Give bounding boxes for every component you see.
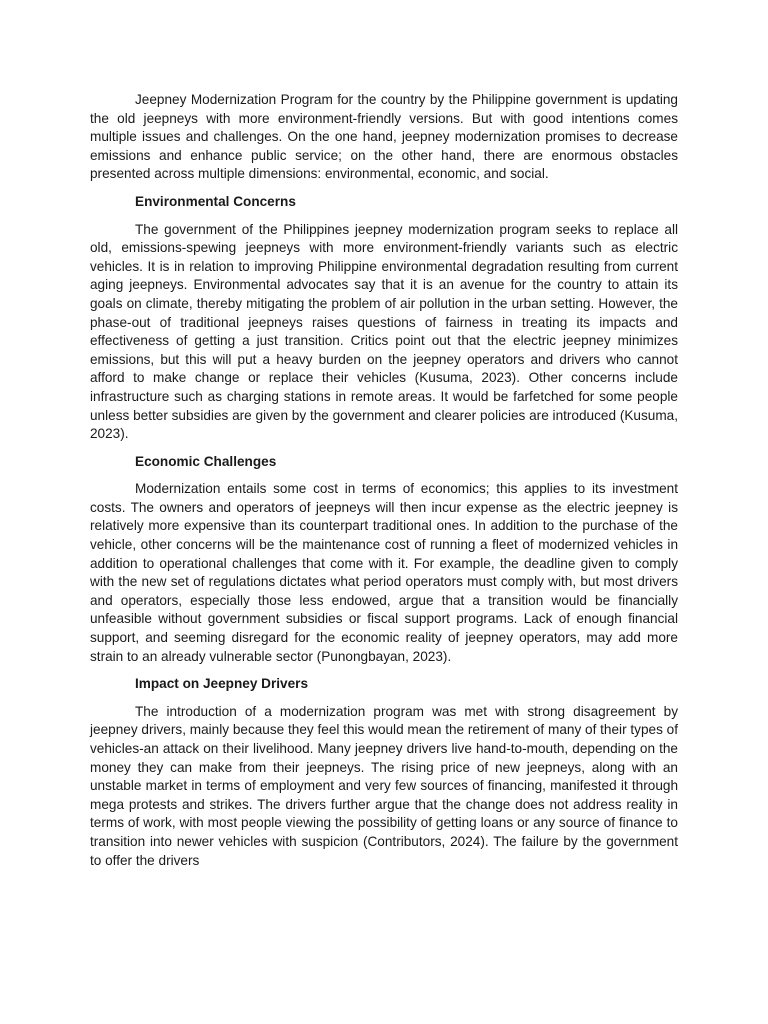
section-heading-drivers: Impact on Jeepney Drivers (135, 676, 309, 692)
section-heading-economic: Economic Challenges (135, 453, 277, 469)
economic-paragraph: Modernization entails some cost in terms of economics; this applies to its investment costs. The owners and operators of jeepneys will then incur expense as the electric jeepney is relatively more expensive than its counterpart traditional ones. In addition to the purchase of the vehicle, other concerns will be the maintenance cost of running a fleet of modernized vehicles in addition to operational challenges that come with it. For example, the deadline given to comply with the new set of regulations dictates what period operators must comply with, but most drivers and operators, especially those less endowed, argue that a transition would be financially unfeasible without government subsidies or fiscal support programs. Lack of enough financial support, and seeming disregard for the economic reality of jeepney operators, may add more strain to an already vulnerable sector (Punongbayan, 2023). (90, 481, 678, 664)
intro-paragraph: Jeepney Modernization Program for the country by the Philippine government is updating the old jeepneys with more environment-friendly versions. But with good intentions comes multiple issues and challenges. On the one hand, jeepney modernization promises to decrease emissions and enhance public service; on the other hand, there are enormous obstacles presented across multiple dimensions: environmental, economic, and social. (90, 92, 678, 182)
environmental-paragraph: The government of the Philippines jeepney modernization program seeks to replace all old, emissions-spewing jeepneys with more environment-friendly variants such as electric vehicles. It is in relation to improving Philippine environmental degradation resulting from current aging jeepneys. Environmental advocates say that it is an avenue for the country to attain its goals on climate, thereby mitigating the problem of air pollution in the urban setting. However, the phase-out of traditional jeepneys raises questions of fairness in treating its impacts and effectiveness of getting a just transition. Critics point out that the electric jeepney minimizes emissions, but this will put a heavy burden on the jeepney operators and drivers who cannot afford to make change or replace their vehicles (Kusuma, 2023). Other concerns include infrastructure such as charging stations in remote areas. It would be farfetched for some people unless better subsidies are given by the government and clearer policies are introduced (Kusuma, 2023). (90, 221, 678, 442)
section-heading-environmental: Environmental Concerns (135, 193, 296, 209)
document-page (90, 91, 678, 879)
drivers-paragraph: The introduction of a modernization program was met with strong disagreement by jeepney drivers, mainly because they feel this would mean the retirement of many of their types of vehicles-an attack on their livelihood. Many jeepney drivers live hand-to-mouth, depending on the money they can make from their jeepneys. The rising price of new jeepneys, along with an unstable market in terms of employment and very few sources of financing, manifested it through mega protests and strikes. The drivers further argue that the change does not address reality in terms of work, with most people viewing the possibility of getting loans or any source of finance to transition into newer vehicles with suspicion (Contributors, 2024). The failure by the government to offer the drivers (90, 703, 678, 868)
